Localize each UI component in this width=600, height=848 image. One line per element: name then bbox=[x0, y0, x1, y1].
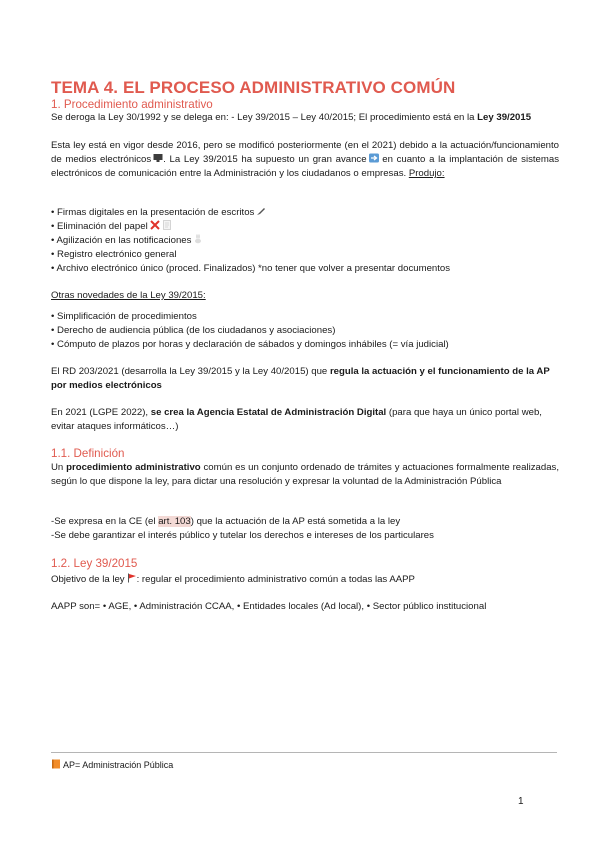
text-span-underline: Produjo: bbox=[408, 168, 445, 179]
section-heading-1: 1. Procedimiento administrativo bbox=[51, 98, 213, 111]
list-item bbox=[51, 234, 559, 248]
text-span: en cuanto a la implantación de sistemas electrónicos de comunicación entre la Administración y los ciudadanos o empresas. bbox=[51, 154, 559, 179]
document-icon bbox=[162, 220, 172, 230]
list-item bbox=[51, 206, 559, 220]
text-span-bold: Ley 39/2015 bbox=[477, 112, 532, 123]
list-item-text: Firmas digitales en la presentación de escritos bbox=[57, 207, 255, 218]
text-span: . La Ley 39/2015 ha supuesto un gran avance bbox=[163, 154, 367, 165]
line-interes: -Se debe garantizar el interés público y tutelar los derechos e intereses de los particulares bbox=[51, 530, 434, 541]
text-span: ) que la actuación de la AP está sometida a la ley bbox=[190, 516, 401, 527]
list-item bbox=[51, 262, 559, 276]
text-span: : regular el procedimiento administrativo común a todas las AAPP bbox=[136, 574, 415, 585]
article-highlight: art. 103 bbox=[158, 516, 191, 527]
red-flag-icon bbox=[127, 573, 137, 583]
section-heading-1-2: 1.2. Ley 39/2015 bbox=[51, 557, 138, 570]
text-span: Objetivo de la ley bbox=[51, 574, 125, 585]
list-item-text: Eliminación del papel bbox=[57, 221, 148, 232]
list-item-text: Archivo electrónico único (proced. Finalizados) *no tener que volver a presentar documentos bbox=[56, 263, 451, 274]
cross-mark-icon bbox=[150, 220, 160, 230]
list-item: • Derecho de audiencia pública (de los ciudadanos y asociaciones) bbox=[51, 324, 559, 338]
text-span: En 2021 (LGPE 2022), bbox=[51, 407, 151, 418]
text-span: El RD 203/2021 (desarrolla la Ley 39/2015 y la Ley 40/2015) que bbox=[51, 366, 330, 377]
bullet-list-novedades bbox=[51, 310, 559, 352]
list-item: • Cómputo de plazos por horas y declaración de sábados y domingos inhábiles (= vía judicial) bbox=[51, 338, 559, 352]
paragraph-vigor bbox=[51, 139, 559, 181]
paragraph-derogation bbox=[51, 111, 559, 125]
footnote bbox=[51, 758, 559, 772]
text-span-bold: procedimiento administrativo bbox=[66, 462, 201, 473]
section-heading-1-1: 1.1. Definición bbox=[51, 447, 125, 460]
right-arrow-icon bbox=[369, 153, 379, 163]
text-span-bold: regula la actuación y el funcionamiento de la AP por medios electrónicos bbox=[51, 366, 550, 391]
line-ce bbox=[51, 515, 559, 529]
orange-book-icon bbox=[51, 759, 61, 769]
paragraph-definicion bbox=[51, 461, 559, 489]
paragraph-rd bbox=[51, 365, 559, 393]
list-item bbox=[51, 248, 559, 262]
paragraph-objetivo bbox=[51, 573, 559, 587]
computer-icon bbox=[153, 153, 163, 163]
list-item bbox=[51, 220, 559, 234]
pen-icon bbox=[256, 206, 266, 216]
list-item-text: Registro electrónico general bbox=[57, 249, 177, 260]
text-span: (para que haya un único portal web, evitar ataques informáticos…) bbox=[51, 407, 542, 432]
text-span: -Se expresa en la CE (el bbox=[51, 516, 159, 527]
page-number: 1 bbox=[518, 796, 524, 807]
text-span-bold: se crea la Agencia Estatal de Administración Digital bbox=[150, 407, 387, 418]
text-span: Un bbox=[51, 462, 67, 473]
list-item-text: Agilización en las notificaciones bbox=[56, 235, 192, 246]
footnote-text: AP= Administración Pública bbox=[63, 760, 174, 770]
page-title: TEMA 4. EL PROCESO ADMINISTRATIVO COMÚN bbox=[51, 78, 456, 97]
paragraph-lgpe bbox=[51, 406, 559, 434]
paragraph-aapp: AAPP son= • AGE, • Administración CCAA, • Entidades locales (Ad local), • Sector público institucional bbox=[51, 601, 487, 612]
bullet-list-produjo bbox=[51, 206, 559, 276]
footnote-divider bbox=[51, 752, 557, 753]
text-span: Esta ley está en vigor desde 2016, pero se modificó posteriormente (en el 2021) debido a la actuación/funcionamiento de medios electrónicos bbox=[51, 140, 559, 165]
list-item: • Simplificación de procedimientos bbox=[51, 310, 559, 324]
novedades-heading: Otras novedades de la Ley 39/2015: bbox=[51, 290, 206, 301]
text-span: Se deroga la Ley 30/1992 y se delega en: - Ley 39/2015 – Ley 40/2015; El procedimiento está en la bbox=[51, 112, 478, 123]
text-span: común es un conjunto ordenado de trámites y actuaciones formalmente realizadas, según lo que dispone la ley, para dictar una resolución y expresar la voluntad de la Administración Pública bbox=[51, 462, 559, 487]
rabbit-icon bbox=[193, 234, 203, 244]
